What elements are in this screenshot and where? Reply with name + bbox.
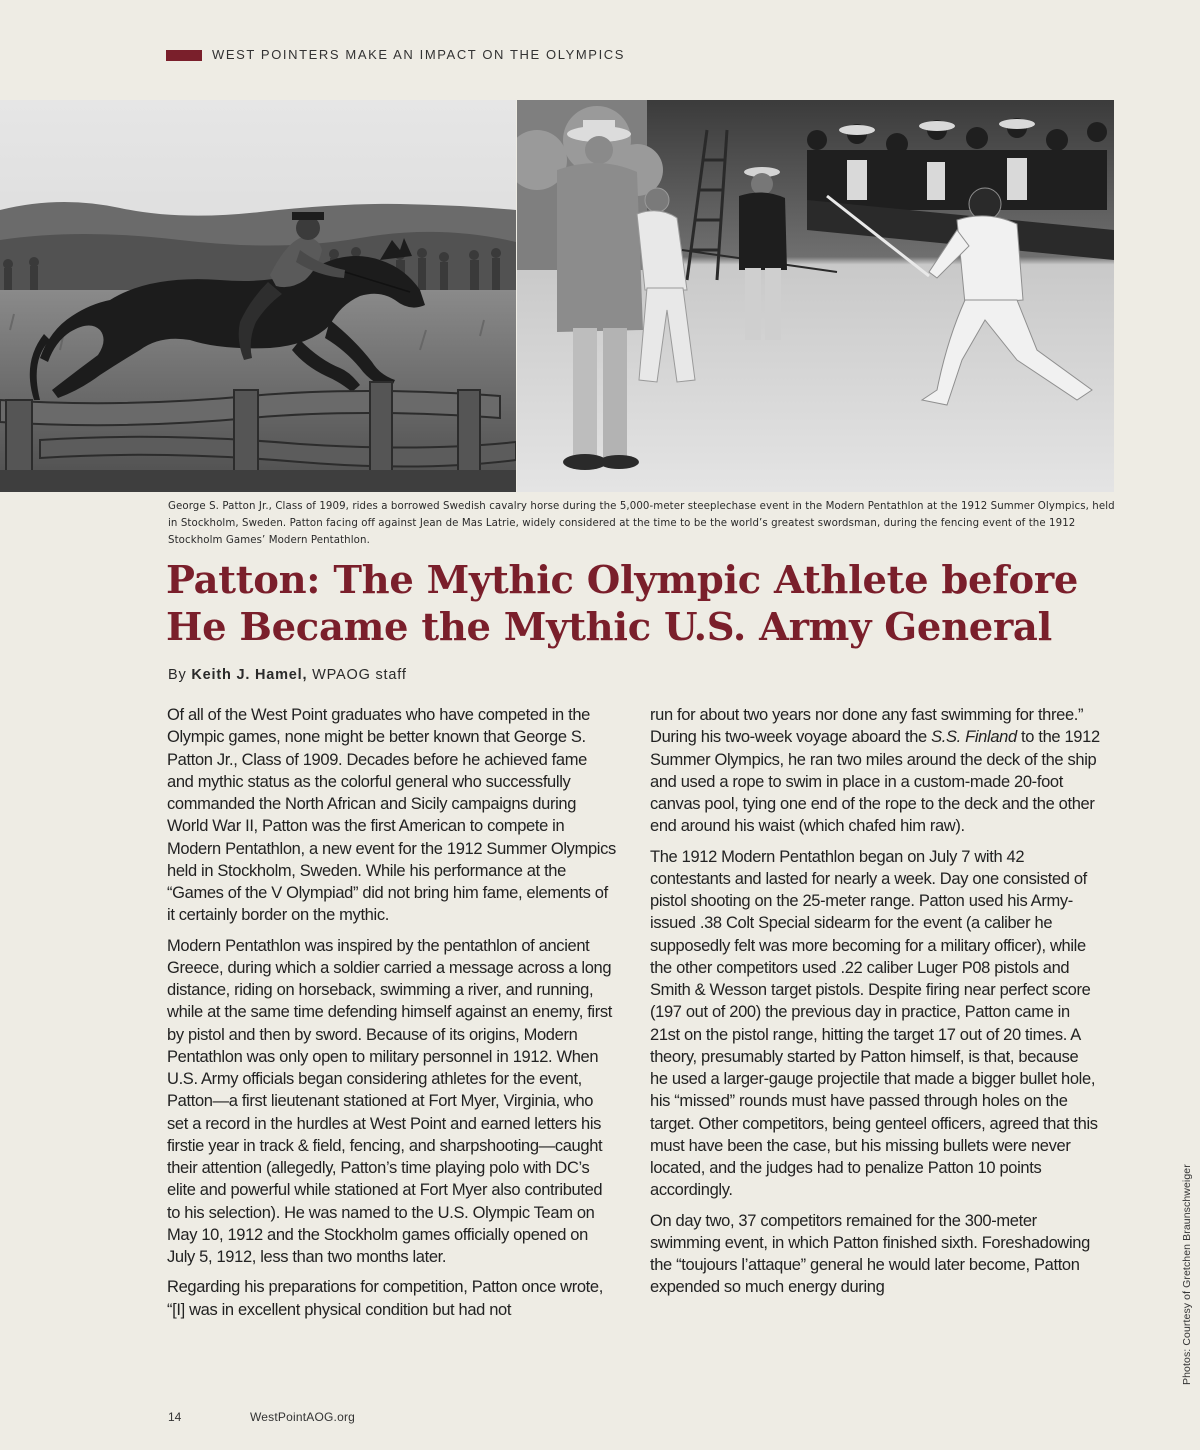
title-line-1: Patton: The Mythic Olympic Athlete before — [166, 558, 1079, 603]
article-column-left — [167, 704, 617, 1329]
article-column-right — [650, 704, 1100, 1307]
paragraph-text: to the 1912 Summer Olympics, he ran two miles around the deck of the ship and used a rope to swim in place in a custom-made 20-foot canvas pool, tying one end of the rope to the deck and the other end around his waist (which chafed him raw). — [650, 728, 1100, 836]
paragraph: Of all of the West Point graduates who have competed in the Olympic games, none might be better known that George S. Patton Jr., Class of 1909. Decades before he achieved fame and mythic status as the colorful general who successfully commanded the North African and Sicily campaigns during World War II, Patton was the first American to compete in Modern Pentathlon, a new event for the 1912 Summer Olympics held in Stockholm, Sweden. While his performance at the “Games of the V Olympiad” did not bring him fame, elements of it certainly border on the mythic. — [167, 706, 616, 925]
caption-text: George S. Patton Jr., Class of 1909, rides a borrowed Swedish cavalry horse during the 5,000-meter steeplechase event in the Modern Pentathlon at the 1912 Summer Olympics, held in Stockholm, Sweden. Patton facing off against Jean de Mas Latrie, widely considered at the time to be the world’s greatest swordsman, during the fencing event of the 1912 Stockholm Games’ Modern Pentathlon. — [168, 501, 1115, 546]
byline-prefix: By — [168, 667, 187, 683]
section-label: WEST POINTERS MAKE AN IMPACT ON THE OLYMPICS — [212, 47, 626, 62]
paragraph — [650, 704, 1100, 838]
fencing-match-photo — [517, 100, 1114, 492]
photo-credit: Photos: Courtesy of Gretchen Braunschweiger — [1181, 1164, 1193, 1385]
article-title — [166, 557, 1126, 651]
site-link[interactable]: WestPointAOG.org — [250, 1410, 356, 1424]
paragraph: The 1912 Modern Pentathlon began on July 7 with 42 contestants and lasted for nearly a week. Day one consisted of pistol shooting on the 25-meter range. Patton used his Army-issued .38 Colt Special sidearm for the event (a caliber he supposedly felt was more becoming for a military officer), while the other competitors used .22 caliber Luger P08 pistols and Smith & Wesson target pistols. Despite firing near perfect score (197 out of 200) the previous day in practice, Patton came in 21st on the pistol range, hitting the target 17 out of 20 times. A theory, presumably started by Patton himself, is that, because he used a larger-gauge projectile that made a bigger bullet hole, his “missed” rounds must have passed through holes on the target. Other competitors, being genteel officers, agreed that this must have been the case, but his missing bullets were never located, and the judges had to penalize Patton 10 points accordingly. — [650, 847, 1098, 1200]
author-role: WPAOG staff — [312, 667, 407, 683]
byline — [168, 667, 407, 683]
page-number: 14 — [168, 1410, 182, 1424]
paragraph: Modern Pentathlon was inspired by the pentathlon of ancient Greece, during which a soldier carried a message across a long distance, riding on horseback, swimming a river, and running, while at the same time defending himself against an enemy, first by pistol and then by sword. Because of its origins, Modern Pentathlon was only open to military personnel in 1912. When U.S. Army officials began considering athletes for the event, Patton—a first lieutenant stationed at Fort Myer, Virginia, who set a record in the hurdles at West Point and earned letters his firstie year in track & field, fencing, and sharpshooting—caught their attention (allegedly, Patton’s time playing polo with DC’s elite and powerful while stationed at Fort Myer also contributed to his selection). He was named to the U.S. Olympic Team on May 10, 1912 and the Stockholm games officially opened on July 5, 1912, less than two months later. — [167, 936, 613, 1266]
paragraph: On day two, 37 competitors remained for the 300-meter swimming event, in which Patton finished sixth. Foreshadowing the “toujours l’attaque” general he would later become, Patton expended so much energy during — [650, 1211, 1090, 1297]
paragraph-text: run for about two years nor done any fast swimming for three.” During his two-week voyage aboard the — [650, 706, 1084, 747]
author-name: Keith J. Hamel, — [191, 667, 308, 683]
paragraph: Regarding his preparations for competition, Patton once wrote, “[I] was in excellent physical condition but had not — [167, 1278, 603, 1319]
horse-jumping-photo — [0, 100, 516, 492]
photo-caption — [168, 498, 1118, 549]
title-line-2: He Became the Mythic U.S. Army General — [166, 605, 1052, 650]
ship-name: S.S. Finland — [931, 728, 1017, 747]
section-accent-bar — [166, 50, 202, 61]
